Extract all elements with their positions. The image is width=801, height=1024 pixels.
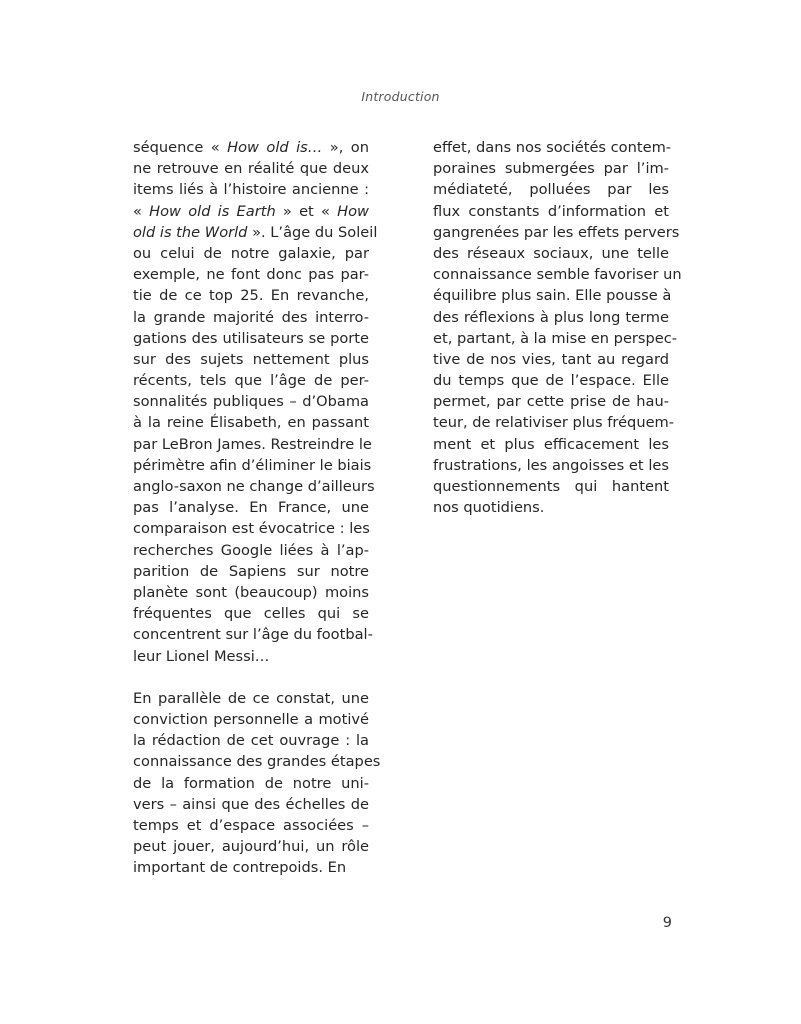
italic-text: How old is… [227, 139, 323, 156]
text-segment: périmètre afin d’éliminer le biais [133, 456, 372, 474]
text-line [433, 179, 669, 200]
text-line [133, 370, 369, 391]
right-column [433, 137, 682, 518]
text-segment: connaissance semble favoriser un [433, 266, 682, 284]
text-segment: parition de Sapiens sur notre [133, 562, 369, 580]
text-line [133, 455, 372, 476]
text-segment: des réseaux sociaux, une telle [433, 244, 669, 262]
text-line [433, 476, 669, 497]
text-segment: ment et plus efficacement les [433, 435, 669, 453]
text-line [433, 412, 675, 433]
text-line [433, 370, 669, 391]
text-line [133, 646, 369, 667]
text-line [133, 688, 369, 709]
text-segment: la grande majorité des interro- [133, 308, 369, 326]
text-line [433, 264, 682, 285]
text-line [433, 455, 669, 476]
text-line [433, 434, 669, 455]
text-line [433, 222, 680, 243]
text-line [133, 497, 369, 518]
text-line [133, 391, 369, 412]
text-line [133, 794, 369, 815]
text-line [133, 730, 369, 751]
paragraph-gap [133, 667, 369, 688]
text-segment: équilibre plus sain. Elle pousse à [433, 287, 672, 305]
italic-text: How old is Earth [149, 202, 276, 220]
text-segment: médiateté, polluées par les [433, 181, 669, 199]
italic-text: How [337, 202, 369, 220]
text-segment: tive de nos vies, tant au regard [433, 350, 669, 368]
text-segment: des réflexions à plus long terme [433, 308, 669, 326]
text-segment: comparaison est évocatrice : les [133, 520, 370, 538]
text-segment: temps et d’espace associées – [133, 817, 369, 834]
text-line [433, 137, 672, 158]
text-segment: » et « [275, 202, 338, 220]
text-line [133, 709, 369, 730]
text-line [433, 243, 669, 264]
text-line [433, 391, 669, 412]
text-line [133, 434, 372, 455]
text-line [133, 307, 369, 328]
text-line [133, 264, 369, 285]
text-segment: En parallèle de ce constat, une [133, 689, 369, 707]
text-segment: la rédaction de cet ouvrage : la [133, 732, 369, 750]
text-line [133, 603, 369, 624]
text-segment: sonnalités publiques – d’Obama [133, 393, 369, 411]
text-segment: conviction personnelle a motivé [133, 711, 369, 729]
text-line [433, 497, 669, 518]
text-segment: flux constants d’information et [433, 202, 669, 220]
text-segment: gations des utilisateurs se porte [133, 329, 369, 347]
text-segment: connaissance des grandes étapes [133, 753, 381, 771]
text-segment: de la formation de notre uni- [133, 774, 369, 792]
text-line [133, 179, 369, 200]
text-line [133, 158, 369, 179]
paragraph [433, 137, 682, 518]
text-line [433, 285, 672, 306]
text-segment: à la reine Élisabeth, en passant [133, 414, 369, 432]
text-segment: vers – ainsi que des échelles de [133, 795, 369, 813]
text-line [433, 201, 669, 222]
text-line [433, 328, 678, 349]
text-line [133, 222, 378, 243]
text-segment: frustrations, les angoisses et les [433, 456, 669, 474]
text-segment: ne retrouve en réalité que deux [133, 160, 369, 178]
text-line [133, 561, 369, 582]
text-line [133, 285, 369, 306]
text-segment: ». L’âge du Soleil [247, 223, 378, 241]
text-segment: par LeBron James. Restreindre le [133, 435, 372, 453]
text-segment: récents, tels que l’âge de per- [133, 372, 369, 390]
text-segment: teur, de relativiser plus fréquem- [433, 414, 675, 432]
text-segment: peut jouer, aujourd’hui, un rôle [133, 838, 369, 856]
text-line [133, 518, 369, 539]
paragraph [133, 688, 381, 879]
text-line [433, 349, 669, 370]
text-line [133, 815, 369, 836]
text-segment: « [133, 202, 150, 220]
left-column [133, 137, 381, 879]
text-segment: du temps que de l’espace. Elle [433, 372, 669, 390]
text-segment: fréquentes que celles qui se [133, 605, 369, 623]
text-segment: tie de ce top 25. En revanche, [133, 287, 369, 305]
text-line [133, 243, 369, 264]
text-segment: important de contrepoids. En [133, 859, 347, 877]
text-segment: permet, par cette prise de hau- [433, 393, 669, 411]
text-line [133, 773, 369, 794]
text-segment: pas l’analyse. En France, une [133, 499, 369, 517]
text-segment: nos quotidiens. [433, 499, 545, 517]
text-segment: questionnements qui hantent [433, 478, 669, 495]
text-segment: leur Lionel Messi… [133, 647, 270, 665]
text-segment: exemple, ne font donc pas par- [133, 266, 369, 284]
text-segment: sur des sujets nettement plus [133, 350, 369, 368]
text-line [433, 307, 669, 328]
text-line [133, 328, 369, 349]
text-line [133, 201, 369, 222]
text-line [133, 751, 381, 772]
text-line [133, 836, 369, 857]
italic-text: old is the World [133, 223, 248, 241]
text-line [133, 412, 369, 433]
text-segment: poraines submergées par l’im- [433, 160, 669, 178]
text-line [133, 137, 369, 158]
text-segment: anglo-saxon ne change d’ailleurs [133, 478, 375, 495]
text-line [433, 158, 669, 179]
text-segment: gangrenées par les effets pervers [433, 223, 680, 241]
paragraph [133, 137, 378, 667]
text-segment: planète sont (beaucoup) moins [133, 583, 369, 601]
text-segment: ou celui de notre galaxie, par [133, 244, 369, 262]
text-segment: effet, dans nos sociétés contem- [433, 139, 672, 156]
text-segment: recherches Google liées à l’ap- [133, 541, 369, 559]
text-segment: concentrent sur l’âge du footbal- [133, 626, 373, 644]
text-line [133, 540, 369, 561]
text-line [133, 476, 375, 497]
text-line [133, 624, 373, 645]
text-segment: », on [322, 139, 369, 156]
text-line [133, 857, 369, 878]
text-segment: items liés à l’histoire ancienne : [133, 181, 369, 199]
running-head: Introduction [361, 89, 440, 104]
text-segment: et, partant, à la mise en perspec- [433, 329, 678, 347]
text-line [133, 582, 369, 603]
text-line [133, 349, 369, 370]
page-number: 9 [662, 915, 672, 931]
text-segment: séquence « [133, 139, 228, 156]
